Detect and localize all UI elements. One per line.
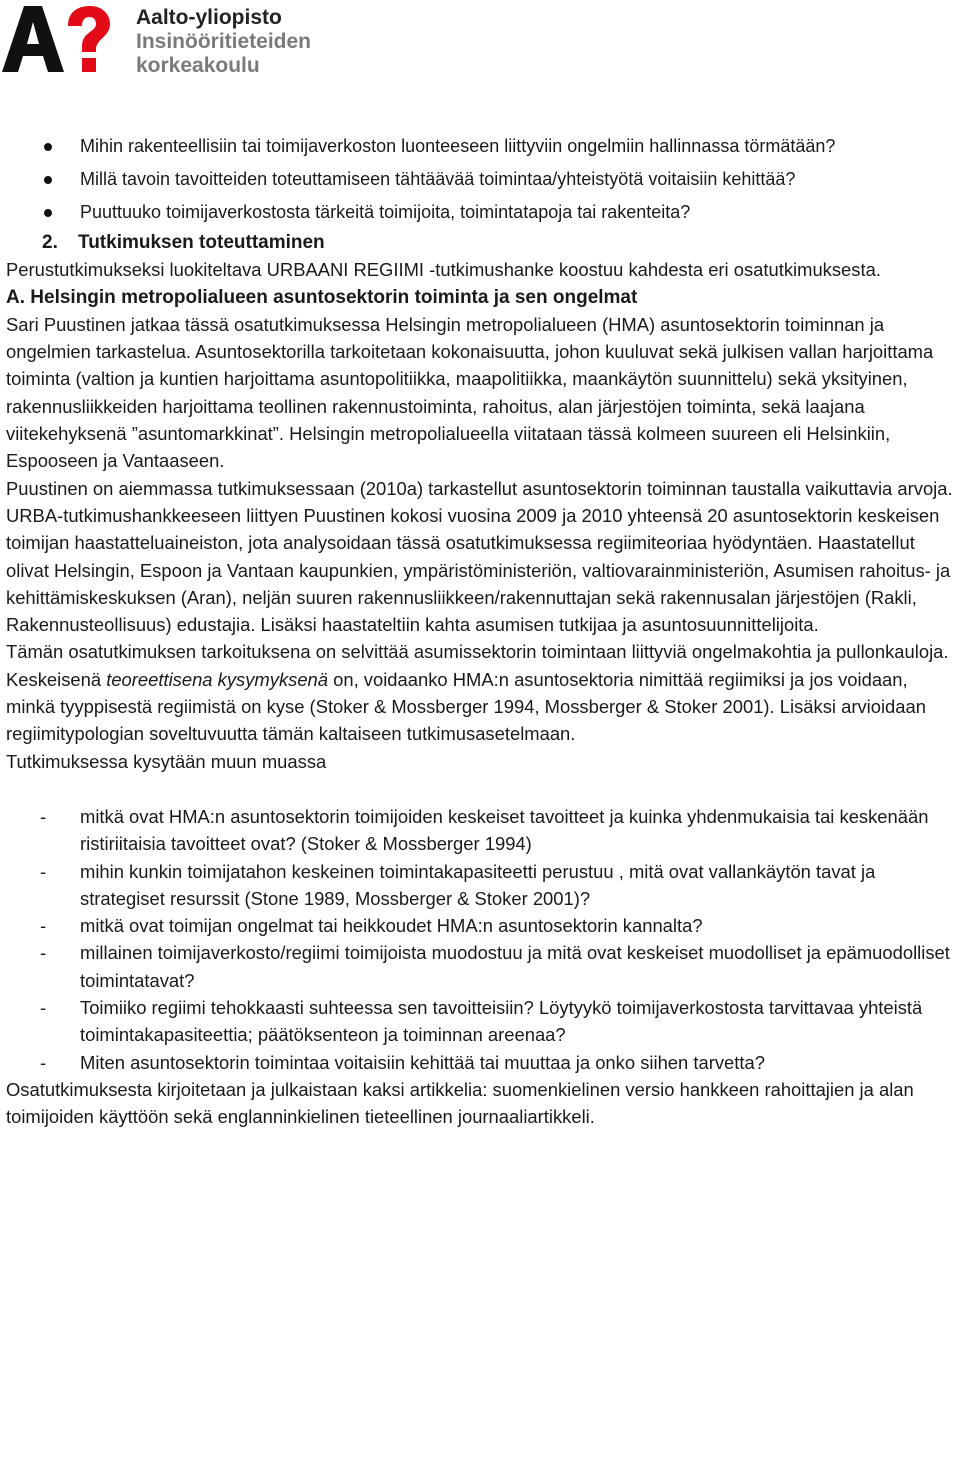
bullet-dot-icon (44, 176, 52, 184)
aalto-logo-mark (2, 4, 112, 74)
logo-line-school-2: korkeakoulu (136, 54, 260, 77)
emphasis-text: teoreettisena kysymyksenä (106, 668, 329, 690)
logo-wordmark (136, 6, 311, 78)
dash-marker: - (40, 860, 47, 882)
section-number: 2. (42, 232, 58, 253)
bullet-dot-icon (44, 209, 52, 217)
dash-marker: - (40, 915, 47, 937)
logo-line-school: Insinööritieteiden (136, 30, 312, 53)
document-body (6, 130, 956, 1131)
question-item: - Miten asuntosektorin toimintaa voitaisiin kehittää tai muuttaa ja onko siihen tarvetta? (6, 1049, 956, 1076)
question-item: - mihin kunkin toimijatahon keskeinen toimintakapasiteetti perustuu , mitä ovat vallankäytön tavat ja strategiset resurssit (Stone 1989, Mossberger & Stoker 2001)? (6, 858, 956, 913)
bullet-item: Puuttuuko toimijaverkostosta tärkeitä toimijoita, toimintatapoja tai rakenteita? (6, 196, 956, 229)
subsection-label: A. (6, 286, 25, 308)
section-title: Tutkimuksen toteuttaminen (78, 232, 325, 253)
question-item: - mitkä ovat toimijan ongelmat tai heikkoudet HMA:n asuntosektorin kannalta? (6, 912, 956, 939)
bullet-list (6, 130, 956, 229)
subsection-heading (6, 284, 956, 311)
closing-paragraph: Osatutkimuksesta kirjoitetaan ja julkaistaan kaksi artikkelia: suomenkielinen versio hankkeen rahoittajien ja alan toimijoiden käyttöön sekä englanninkielinen tieteellinen journaaliartikkeli. (6, 1078, 914, 1128)
section-heading (6, 229, 956, 256)
paragraph-3: Tämän osatutkimuksen tarkoituksena on selvittää asumissektorin toimintaan liittyviä ongelmakohtia ja pullonkauloja. Keskeisenä teoreettisena kysymyksenä on, voidaanko HMA:n asuntosektoria nimittää regiimiksi ja jos voidaan, minkä tyyppisestä regiimistä on kyse (Stoker & Mossberger 1994, Mossberger & Stoker 2001). Lisäksi arvioidaan regiimitypologian soveltuvuutta tämän kaltaiseen tutkimusasetelmaan. (6, 641, 949, 745)
dash-marker: - (40, 997, 47, 1019)
paragraph-1: Sari Puustinen jatkaa tässä osatutkimuksessa Helsingin metropolialueen (HMA) asuntosektorin toiminnan ja ongelmien tarkastelua. Asuntosektorilla tarkoitetaan kokonaisuutta, johon kuuluvat sekä julkisen vallan harjoittama toiminta (valtion ja kuntien harjoittama asuntopolitiikka, maapolitiikka, maankäytön suunnittelu) sekä yksityinen, rakennusliikkeiden harjoittama teollinen rakennustoiminta, rahoitus, alan järjestöjen toiminta, sekä laajana viitekehyksenä ”asuntomarkkinat”. Helsingin metropolialueella viitataan tässä kolmeen suureen eli Helsinkiin, Espooseen ja Vantaaseen. (6, 313, 934, 472)
section-intro: Perustutkimukseksi luokiteltava URBAANI REGIIMI -tutkimushanke koostuu kahdesta eri osatutkimuksesta. (6, 259, 881, 281)
question-item: - Toimiiko regiimi tehokkaasti suhteessa sen tavoitteisiin? Löytyykö toimijaverkostosta tarvittavaa yhteistä toimintakapasiteettia; päätöksenteon ja toiminnan areenaa? (6, 994, 956, 1049)
header-logo (2, 4, 402, 76)
bullet-dot-icon (44, 143, 52, 151)
subsection-title: Helsingin metropolialueen asuntosektorin toiminta ja sen ongelmat (30, 286, 638, 308)
dash-marker: - (40, 942, 47, 964)
question-list (6, 803, 956, 1076)
question-item: - mitkä ovat HMA:n asuntosektorin toimijoiden keskeiset tavoitteet ja kuinka yhdenmukaisia tai keskenään ristiriitaisia tavoitteet ovat? (Stoker & Mossberger 1994) (6, 803, 956, 858)
dash-marker: - (40, 805, 47, 827)
paragraph-2: Puustinen on aiemmassa tutkimuksessaan (2010a) tarkastellut asuntosektorin toiminnan taustalla vaikuttavia arvoja. URBA-tutkimushankkeeseen liittyen Puustinen kokosi vuosina 2009 ja 2010 yhteensä 20 asuntosektorin keskeisen toimijan haastatteluaineiston, jota analysoidaan tässä osatutkimuksessa regiimiteoriaa hyödyntäen. Haastatellut olivat Helsingin, Espoon ja Vantaan kaupunkien, ympäristöministeriön, valtiovarainministeriön, Asumisen rahoitus- ja kehittämiskeskuksen (Aran), neljän suuren rakennusliikkeen/rakennuttajan sekä rakennusalan järjestöjen (Rakli, Rakennusteollisuus) edustajia. Lisäksi haastateltiin kahta asumisen tutkijaa ja asuntosuunnittelijoita. (6, 477, 953, 636)
question-item: - millainen toimijaverkosto/regiimi toimijoista muodostuu ja mitä ovat keskeiset muodolliset ja epämuodolliset toimintatavat? (6, 939, 956, 994)
bullet-item: Millä tavoin tavoitteiden toteuttamiseen tähtäävää toimintaa/yhteistyötä voitaisiin kehittää? (6, 163, 956, 196)
logo-line-university: Aalto-yliopisto (136, 6, 282, 29)
paragraph-4: Tutkimuksessa kysytään muun muassa (6, 750, 327, 772)
dash-marker: - (40, 1051, 47, 1073)
bullet-item: Mihin rakenteellisiin tai toimijaverkoston luonteeseen liittyviin ongelmiin hallinnassa törmätään? (6, 130, 956, 163)
